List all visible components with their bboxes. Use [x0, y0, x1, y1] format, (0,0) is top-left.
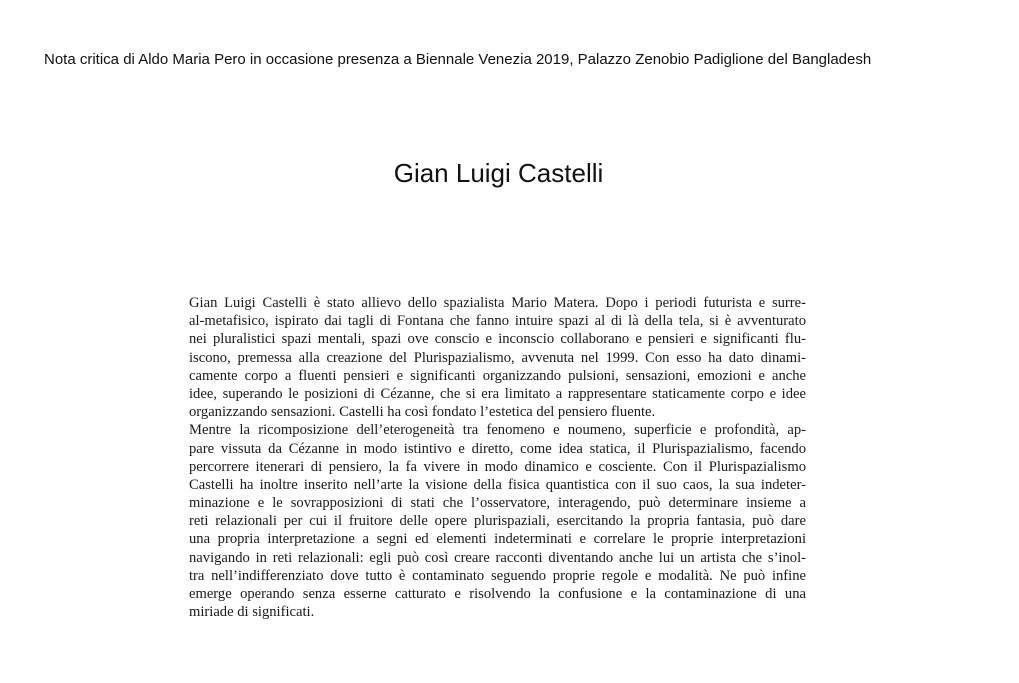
text-line: emerge operando senza esserne catturato e risolvendo la confusione e la contaminazione di una: [189, 586, 806, 602]
header-note: Nota critica di Aldo Maria Pero in occasione presenza a Biennale Venezia 2019, Palazzo Zenobio Padiglione del Bangladesh: [44, 51, 872, 68]
text-line: Gian Luigi Castelli è stato allievo dello spazialista Mario Matera. Dopo i periodi futurista e surre-: [189, 295, 806, 311]
text-line: Mentre la ricomposizione dell’eterogeneità tra fenomeno e noumeno, superficie e profondità, ap-: [189, 422, 806, 439]
text-line: minazione e le sovrapposizioni di stati che l’osservatore, interagendo, può determinare insieme a: [189, 495, 806, 512]
text-line: al-metafisico, ispirato dai tagli di Fontana che fanno intuire spazi al di là della tela, si è avventurato: [189, 313, 806, 330]
paragraph-1: [189, 294, 806, 421]
paragraph-2: [189, 421, 806, 621]
text-line: nei pluralistici spazi mentali, spazi ove conscio e inconscio collaborano e pensieri e significanti flu-: [189, 331, 806, 348]
text-line: camente corpo a fluenti pensieri e significanti organizzando pulsioni, sensazioni, emozioni e anche: [189, 367, 806, 384]
text-line: reti relazionali per cui il fruitore delle opere plurispaziali, esercitando la propria fantasia, può dare: [189, 513, 806, 530]
text-line: organizzando sensazioni. Castelli ha così fondato l’estetica del pensiero fluente.: [189, 404, 656, 421]
text-line: navigando in reti relazionali: egli può così creare racconti diventando anche lui un artista che s’inol-: [189, 549, 806, 566]
text-line: Castelli ha inoltre inserito nell’arte la visione della fisica quantistica con il suo caos, la sua indeter-: [189, 476, 806, 493]
text-line: percorrere itenerari di pensiero, la fa vivere in modo dinamico e cosciente. Con il Plurispazialismo: [189, 458, 806, 475]
page-title: Gian Luigi Castelli: [393, 158, 604, 188]
text-line: tra nell’indifferenziato dove tutto è contaminato seguendo proprie regole e modalità. Ne può infine: [189, 567, 806, 584]
text-line: iscono, premessa alla creazione del Plurispazialismo, avvenuta nel 1999. Con esso ha dato dinami-: [189, 349, 806, 366]
text-line: idee, superando le posizioni di Cézanne, che si era limitato a rappresentare staticamente corpo e idee: [189, 385, 806, 402]
text-line: una propria interpretazione a segni ed elementi indeterminati e correlare le proprie interpretazioni: [189, 531, 806, 548]
text-line: pare vissuta da Cézanne in modo istintivo e diretto, come idea statica, il Plurispazialismo, facendo: [189, 440, 806, 457]
text-line: miriade di significati.: [189, 604, 315, 621]
body-text: [189, 294, 806, 621]
